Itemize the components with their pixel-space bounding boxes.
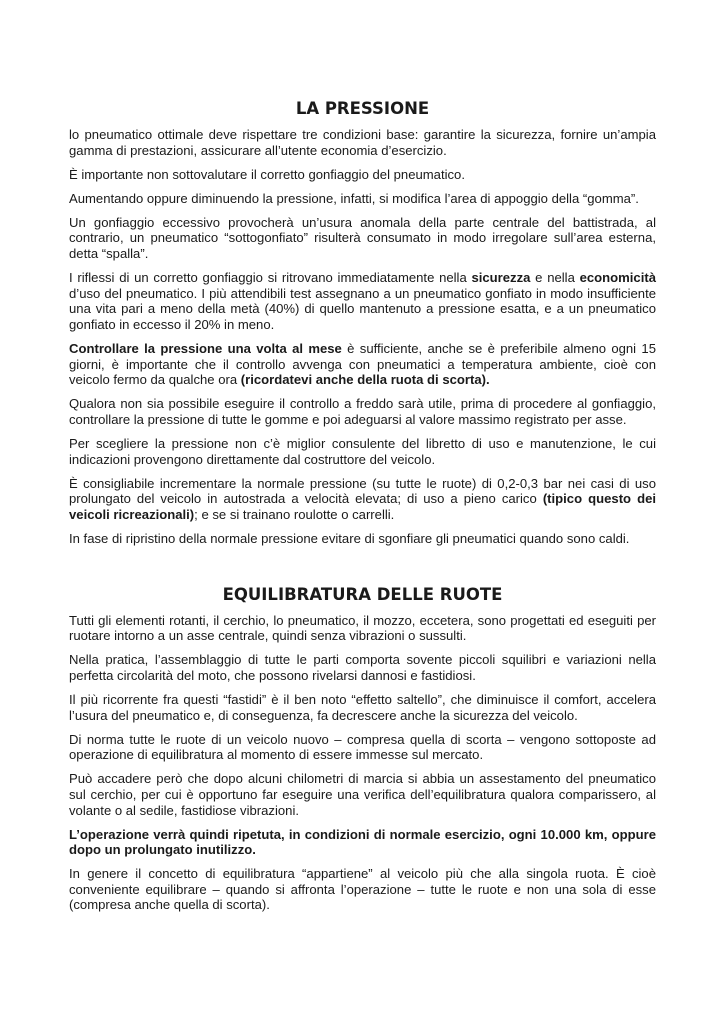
paragraph: Nella pratica, l’assemblaggio di tutte le parti comporta sovente piccoli squilibri e variazioni nella perfetta circolarità del moto, che possono rivelarsi dannosi e fastidiosi. (69, 652, 656, 683)
text-run: d’uso del pneumatico. I più attendibili test assegnano a un pneumatico gonfiato in modo insufficiente una vita pari a meno della metà (40%) di quello mantenuto a pressione esatta, e a un pneumatico gonfiato in eccesso il 20% in meno. (69, 285, 656, 332)
bold-text: (ricordatevi anche della ruota di scorta). (240, 372, 490, 388)
paragraph (69, 476, 656, 523)
bold-text: Controllare la pressione una volta al mese (69, 341, 342, 357)
paragraph: Tutti gli elementi rotanti, il cerchio, lo pneumatico, il mozzo, eccetera, sono progettati ed eseguiti per ruotare intorno a un asse centrale, quindi senza vibrazioni o sussulti. (69, 612, 656, 644)
bold-text: (tipico questo dei veicoli ricreazionali) (69, 491, 657, 522)
text-run: è sufficiente, anche se è preferibile almeno ogni 15 giorni, è importante che il controllo avvenga con pneumatici a temperatura ambiente, cioè con veicolo fermo da qualche ora (69, 341, 656, 388)
paragraph: In genere il concetto di equilibratura “appartiene” al veicolo più che alla singola ruota. È cioè conveniente equilibrare – quando si affronta l’operazione – tutte le ruote e non una sola di esse (compresa anche quella di scorta). (69, 866, 656, 913)
paragraph: lo pneumatico ottimale deve rispettare tre condizioni base: garantire la sicurezza, fornire un’ampia gamma di prestazioni, assicurare all’utente economia d’esercizio. (69, 127, 656, 158)
bold-text: L’operazione verrà quindi ripetuta, in condizioni di normale esercizio, ogni 10.000 km, oppure dopo un prolungato inutilizzo. (69, 826, 656, 858)
paragraph: In fase di ripristino della normale pressione evitare di sgonfiare gli pneumatici quando sono caldi. (69, 530, 630, 546)
document-page (69, 99, 656, 922)
paragraph: Aumentando oppure diminuendo la pressione, infatti, si modifica l’area di appoggio della “gomma”. (69, 190, 639, 206)
paragraph: Qualora non sia possibile eseguire il controllo a freddo sarà utile, prima di procedere al gonfiaggio, controllare la pressione di tutte le gomme e poi adeguarsi al valore massimo registrato per asse. (69, 396, 656, 427)
section-title-pressione: LA PRESSIONE (295, 99, 430, 118)
text-run: È consigliabile incrementare la normale pressione (su tutte le ruote) di 0,2-0,3 bar nei casi di uso prolungato del veicolo in autostrada a velocità elevata; di uso a pieno carico (69, 475, 656, 507)
paragraph: Il più ricorrente fra questi “fastidi” è il ben noto “effetto saltello”, che diminuisce il comfort, accelera l’usura del pneumatico e, di conseguenza, fa decrescere anche la sicurezza del veicolo. (69, 691, 656, 723)
paragraph: È importante non sottovalutare il corretto gonfiaggio del pneumatico. (69, 166, 465, 182)
paragraph: Può accadere però che dopo alcuni chilometri di marcia si abbia un assestamento del pneumatico sul cerchio, per cui è opportuno far eseguire una verifica dell’equilibratura qualora comparissero, al volante o al sedile, fastidiose vibrazioni. (69, 771, 656, 818)
paragraph (69, 827, 656, 858)
paragraph: Di norma tutte le ruote di un veicolo nuovo – compresa quella di scorta – vengono sottoposte ad operazione di equilibratura al momento di essere immesse sul mercato. (69, 731, 656, 763)
section-title-equilibratura: EQUILIBRATURA DELLE RUOTE (222, 584, 503, 604)
bold-text: sicurezza (471, 270, 531, 286)
bold-text: economicità (579, 270, 656, 286)
paragraph (69, 341, 656, 388)
text-run: e nella (530, 270, 580, 286)
paragraph (69, 270, 656, 332)
text-run: ; e se si trainano roulotte o carrelli. (194, 506, 395, 522)
text-run: I riflessi di un corretto gonfiaggio si ritrovano immediatamente nella (69, 270, 472, 286)
paragraph: Per scegliere la pressione non c’è miglior consulente del libretto di uso e manutenzione, le cui indicazioni provengono direttamente dal costruttore del veicolo. (69, 436, 656, 467)
paragraph: Un gonfiaggio eccessivo provocherà un’usura anomala della parte centrale del battistrada, al contrario, un pneumatico “sottogonfiato” risulterà consumato in modo irregolare sull’area esterna, detta “spalla”. (69, 214, 656, 262)
